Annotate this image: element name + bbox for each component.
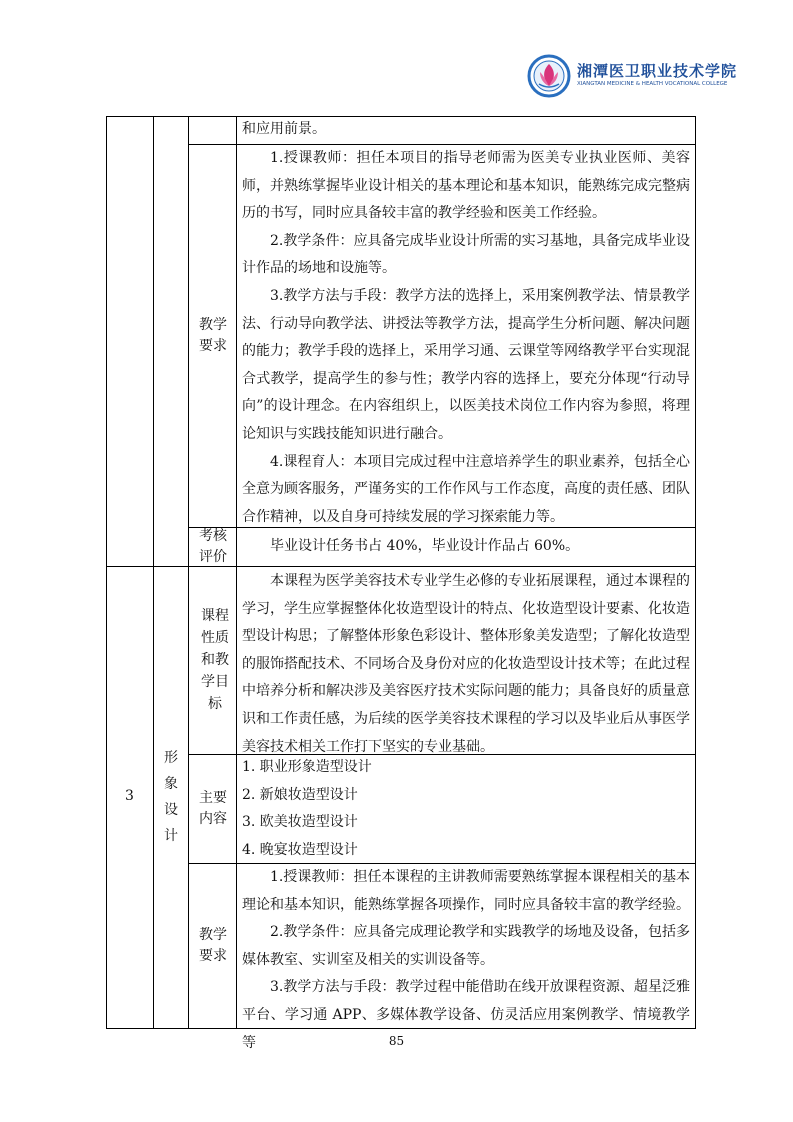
teaching-requirements-content: [242, 145, 690, 527]
course-nature-text: 本课程为医学美容技术专业学生必修的专业拓展课程，通过本课程的学习，学生应掌握整体化妆造型设计的特点、化妆造型设计要素、化妆造型设计构思；了解整体形象色彩设计、整体形象美发造型；了解化妆造型的服饰搭配技术、不同场合及身份对应的化妆造型设计技术等；在此过程中培养分析和解决涉及美容医疗技术实际问题的能力；具备良好的质量意识和工作责任感，为后续的医学美容技术课程的学习以及毕业后从事医学美容技术相关工作打下坚实的专业基础。: [242, 573, 690, 755]
requirement-paragraph: 4.课程育人：本项目完成过程中注意培养学生的职业素养，包括全心全意为顾客服务，严谨务实的工作作风与工作态度，高度的责任感、团队合作精神，以及自身可持续发展的学习探索能力等。: [242, 453, 690, 525]
list-item: 3. 欧美妆造型设计: [242, 814, 358, 831]
requirement-paragraph: 2.教学条件：应具备完成毕业设计所需的实习基地，具备完成毕业设计作品的场地和设施等。: [242, 232, 690, 277]
course-name: 形象设计: [164, 750, 178, 844]
course-nature-label: 课程性质和教学目标: [201, 608, 229, 712]
requirement-paragraph: 3.教学方法与手段：教学过程中能借助在线开放课程资源、超星泛雅平台、学习通 APP、多媒体教学设备、仿灵活应用案例教学、情境教学等: [242, 979, 690, 1051]
teaching-requirements-label: 教学要求: [199, 316, 227, 354]
requirement-paragraph: 2.教学条件：应具备完成理论教学和实践教学的场地及设备，包括多媒体教室、实训室及相关的实训设备等。: [242, 924, 690, 968]
assessment-text: 毕业设计任务书占 40%，毕业设计作品占 60%。: [270, 538, 580, 554]
course-requirements-label: 教学要求: [199, 926, 227, 964]
main-content-list: [242, 754, 690, 863]
list-item: 4. 晚宴妆造型设计: [242, 841, 358, 858]
top-row-text: 和应用前景。: [242, 121, 326, 137]
assessment-label: 考核评价: [199, 527, 227, 565]
college-name: 湘潭医卫职业技术学院: [577, 62, 738, 80]
page-number: 85: [388, 1034, 405, 1048]
requirement-paragraph: 1.授课教师：担任本课程的主讲教师需要熟练掌握本课程相关的基本理论和基本知识，能熟练掌握各项操作，同时应具备较丰富的教学经验。: [242, 869, 690, 913]
requirement-paragraph: 1.授课教师：担任本项目的指导老师需为医美专业执业医师、美容师，并熟练掌握毕业设计相关的基本理论和基本知识，能熟练完成完整病历的书写，同时应具备较丰富的教学经验和医美工作经验。: [242, 150, 690, 222]
requirement-paragraph: 3.教学方法与手段：教学方法的选择上，采用案例教学法、情景教学法、行动导向教学法、讲授法等教学方法，提高学生分析问题、解决问题的能力；教学手段的选择上，采用学习通、云课堂等网络教学平台实现混合式教学，提高学生的参与性；教学内容的选择上，要充分体现“行动导向”的设计理念。在内容组织上，以医美技术岗位工作内容为参照，将理论知识与实践技能知识进行融合。: [242, 287, 690, 442]
college-name-en: XIANGTAN MEDICINE & HEALTH VOCATIONAL COLLEGE: [577, 81, 728, 87]
list-item: 1. 职业形象造型设计: [242, 759, 372, 775]
course-number: 3: [125, 788, 134, 805]
main-content-label: 主要内容: [199, 789, 227, 827]
college-logo: [527, 54, 738, 98]
list-item: 2. 新娘妆造型设计: [242, 786, 358, 803]
college-emblem-icon: [527, 54, 571, 98]
